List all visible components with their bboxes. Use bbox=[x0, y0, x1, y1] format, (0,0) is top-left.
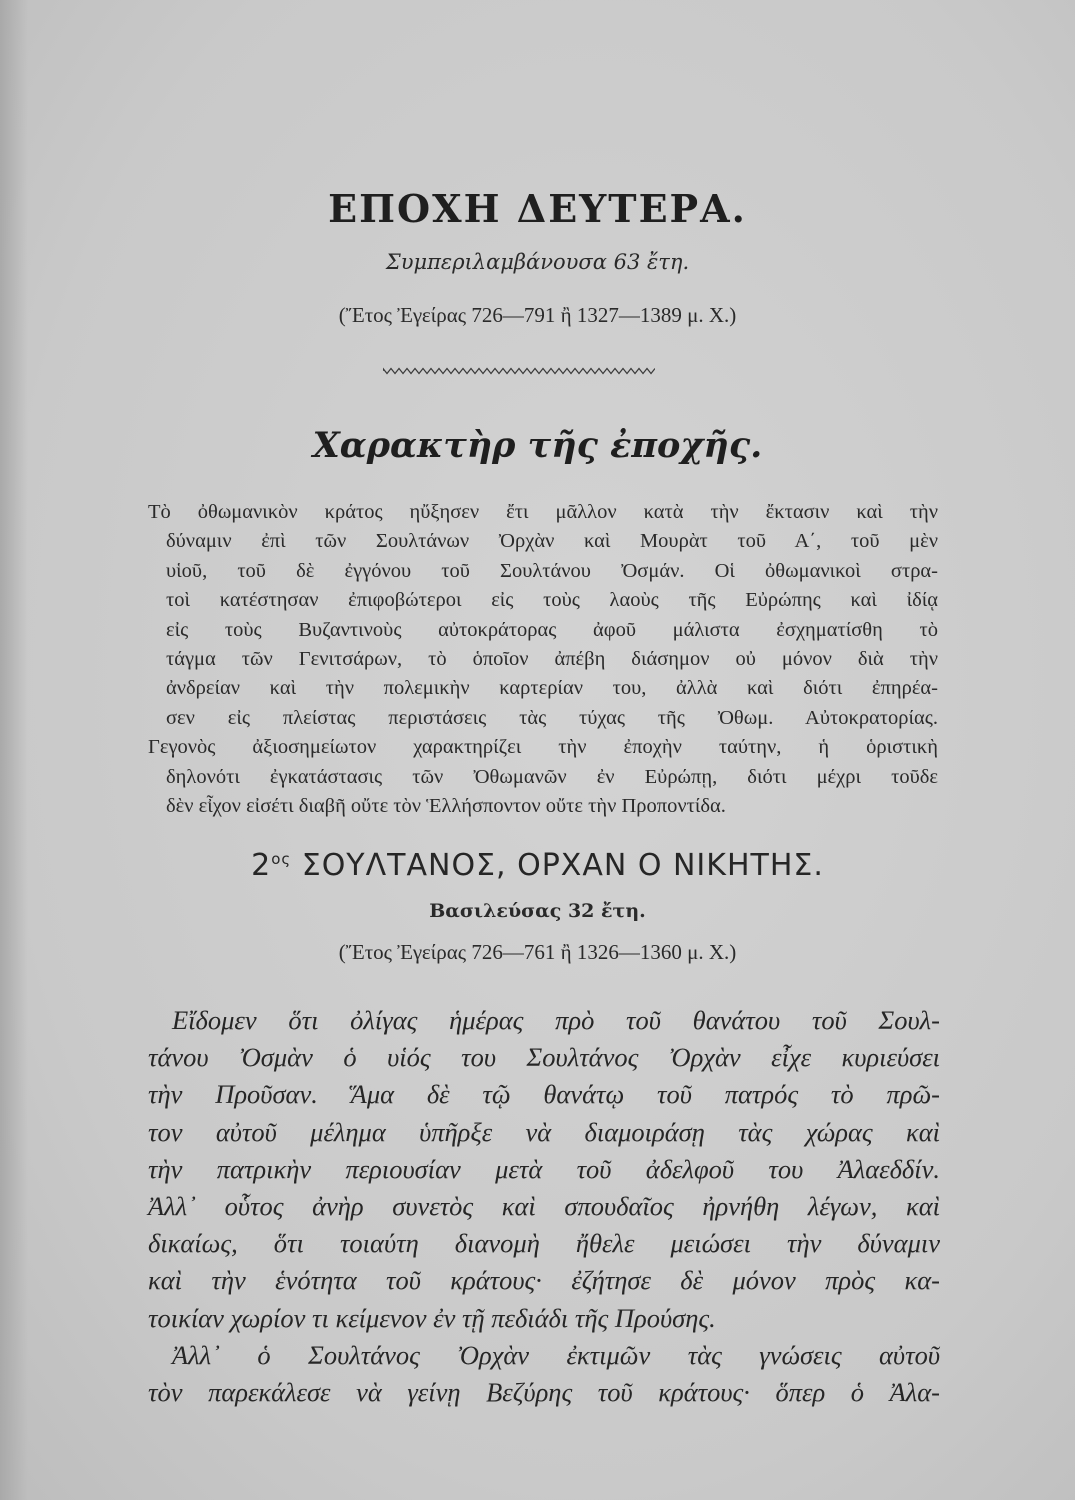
wavy-divider bbox=[383, 366, 655, 376]
intro-line: Τὸ ὀθωμανικὸν κράτος ηὔξησεν ἔτι μᾶλλον κατὰ τὴν ἔκτασιν καὶ τὴν bbox=[148, 501, 938, 523]
body-line: Εἴδομεν ὅτι ὀλίγας ἡμέρας πρὸ τοῦ θανάτου τοῦ Σουλ- bbox=[172, 1005, 940, 1035]
intro-line: υἱοῦ, τοῦ δὲ ἐγγόνου τοῦ Σουλτάνου Ὀσμάν. Οἱ ὀθωμανικοὶ στρα- bbox=[166, 559, 938, 582]
character-heading: Χαρακτὴρ τῆς ἐποχῆς. bbox=[312, 425, 763, 466]
body-line: τάνου Ὀσμὰν ὁ υἱός του Σουλτάνος Ὀρχὰν εἶχε κυριεύσει bbox=[148, 1042, 940, 1073]
intro-line: τοὶ κατέστησαν ἐπιφοβώτεροι εἰς τοὺς λαοὺς τῆς Εὐρώπης καὶ ἰδίᾳ bbox=[166, 589, 938, 612]
body-line: καὶ τὴν ἑνότητα τοῦ κράτους· ἐζήτησε δὲ μόνον πρὸς κα- bbox=[148, 1265, 940, 1296]
intro-line: δὲν εἶχον εἰσέτι διαβῆ οὔτε τὸν Ἑλλήσποντον οὔτε τὴν Προποντίδα. bbox=[166, 795, 726, 818]
body-line: τὴν πατρικὴν περιουσίαν μετὰ τοῦ ἀδελφοῦ του Ἀλαεδδίν. bbox=[148, 1153, 940, 1184]
body-line: Ἀλλ᾽ οὗτος ἀνὴρ συνετὸς καὶ σπουδαῖος ἠρνήθη λέγων, καὶ bbox=[148, 1191, 940, 1222]
body-line: τὴν Προῦσαν. Ἅμα δὲ τῷ θανάτῳ τοῦ πατρός τὸ πρῶ- bbox=[148, 1079, 940, 1110]
section-years: (Ἔτος Ἐγείρας 726—761 ἢ 1326—1360 μ. Χ.) bbox=[338, 940, 737, 964]
intro-line: ἀνδρείαν καὶ τὴν πολεμικὴν καρτερίαν του, ἀλλὰ καὶ διότι ἐπηρέα- bbox=[166, 677, 938, 700]
intro-line: τάγμα τῶν Γενιτσάρων, τὸ ὁποῖον ἀπέβη διάσημον οὐ μόνον διὰ τὴν bbox=[166, 648, 938, 671]
body-line: τὸν παρεκάλεσε νὰ γείνῃ Βεζύρης τοῦ κράτους· ὅπερ ὁ Ἀλα- bbox=[148, 1377, 940, 1408]
body-line: τοικίαν χωρίον τι κείμενον ἐν τῇ πεδιάδι τῆς Προύσης. bbox=[148, 1302, 716, 1333]
intro-paragraph bbox=[148, 498, 938, 821]
section-ordinal: 2 bbox=[251, 848, 272, 883]
intro-line: Γεγονὸς ἀξιοσημείωτον χαρακτηρίζει τὴν ἐποχὴν ταύτην, ἡ ὁριστικὴ bbox=[148, 736, 938, 759]
section-subtitle: Βασιλεύσας 32 ἔτη. bbox=[429, 900, 646, 922]
intro-line: εἰς τοὺς Βυζαντινοὺς αὐτοκράτορας ἀφοῦ μάλιστα ἐσχηματίσθη τὸ bbox=[166, 618, 938, 641]
intro-line: δύναμιν ἐπὶ τῶν Σουλτάνων Ὀρχὰν καὶ Μουρὰτ τοῦ Α΄, τοῦ μὲν bbox=[166, 530, 938, 553]
body-line: Ἀλλ᾽ ὁ Σουλτάνος Ὀρχὰν ἐκτιμῶν τὰς γνώσεις αὐτοῦ bbox=[172, 1339, 940, 1370]
body-line: τον αὐτοῦ μέλημα ὑπῆρξε νὰ διαμοιράσῃ τὰς χώρας καὶ bbox=[148, 1116, 940, 1147]
epoch-title: ΕΠΟΧΗ ΔΕΥΤΕΡΑ. bbox=[328, 186, 747, 231]
epoch-years: (Ἔτος Ἐγείρας 726—791 ἢ 1327—1389 μ. Χ.) bbox=[338, 303, 737, 327]
section-ordinal-suffix: ος bbox=[271, 850, 292, 868]
section-title-text: ΣΟΥΛΤΑΝΟΣ, ΟΡΧΑΝ Ο ΝΙΚΗΤΗΣ. bbox=[301, 848, 824, 883]
body-paragraph bbox=[148, 1002, 940, 1411]
section-title bbox=[0, 848, 1075, 883]
intro-line: δηλονότι ἐγκατάστασις τῶν Ὀθωμανῶν ἐν Εὐρώπῃ, διότι μέχρι τοῦδε bbox=[166, 765, 938, 788]
body-line: δικαίως, ὅτι τοιαύτη διανομὴ ἤθελε μειώσει τὴν δύναμιν bbox=[148, 1228, 940, 1259]
epoch-subtitle: Συμπεριλαμβάνουσα 63 ἔτη. bbox=[385, 250, 690, 274]
intro-line: σεν εἰς πλείστας περιστάσεις τὰς τύχας τῆς Ὀθωμ. Αὐτοκρατορίας. bbox=[166, 706, 938, 729]
